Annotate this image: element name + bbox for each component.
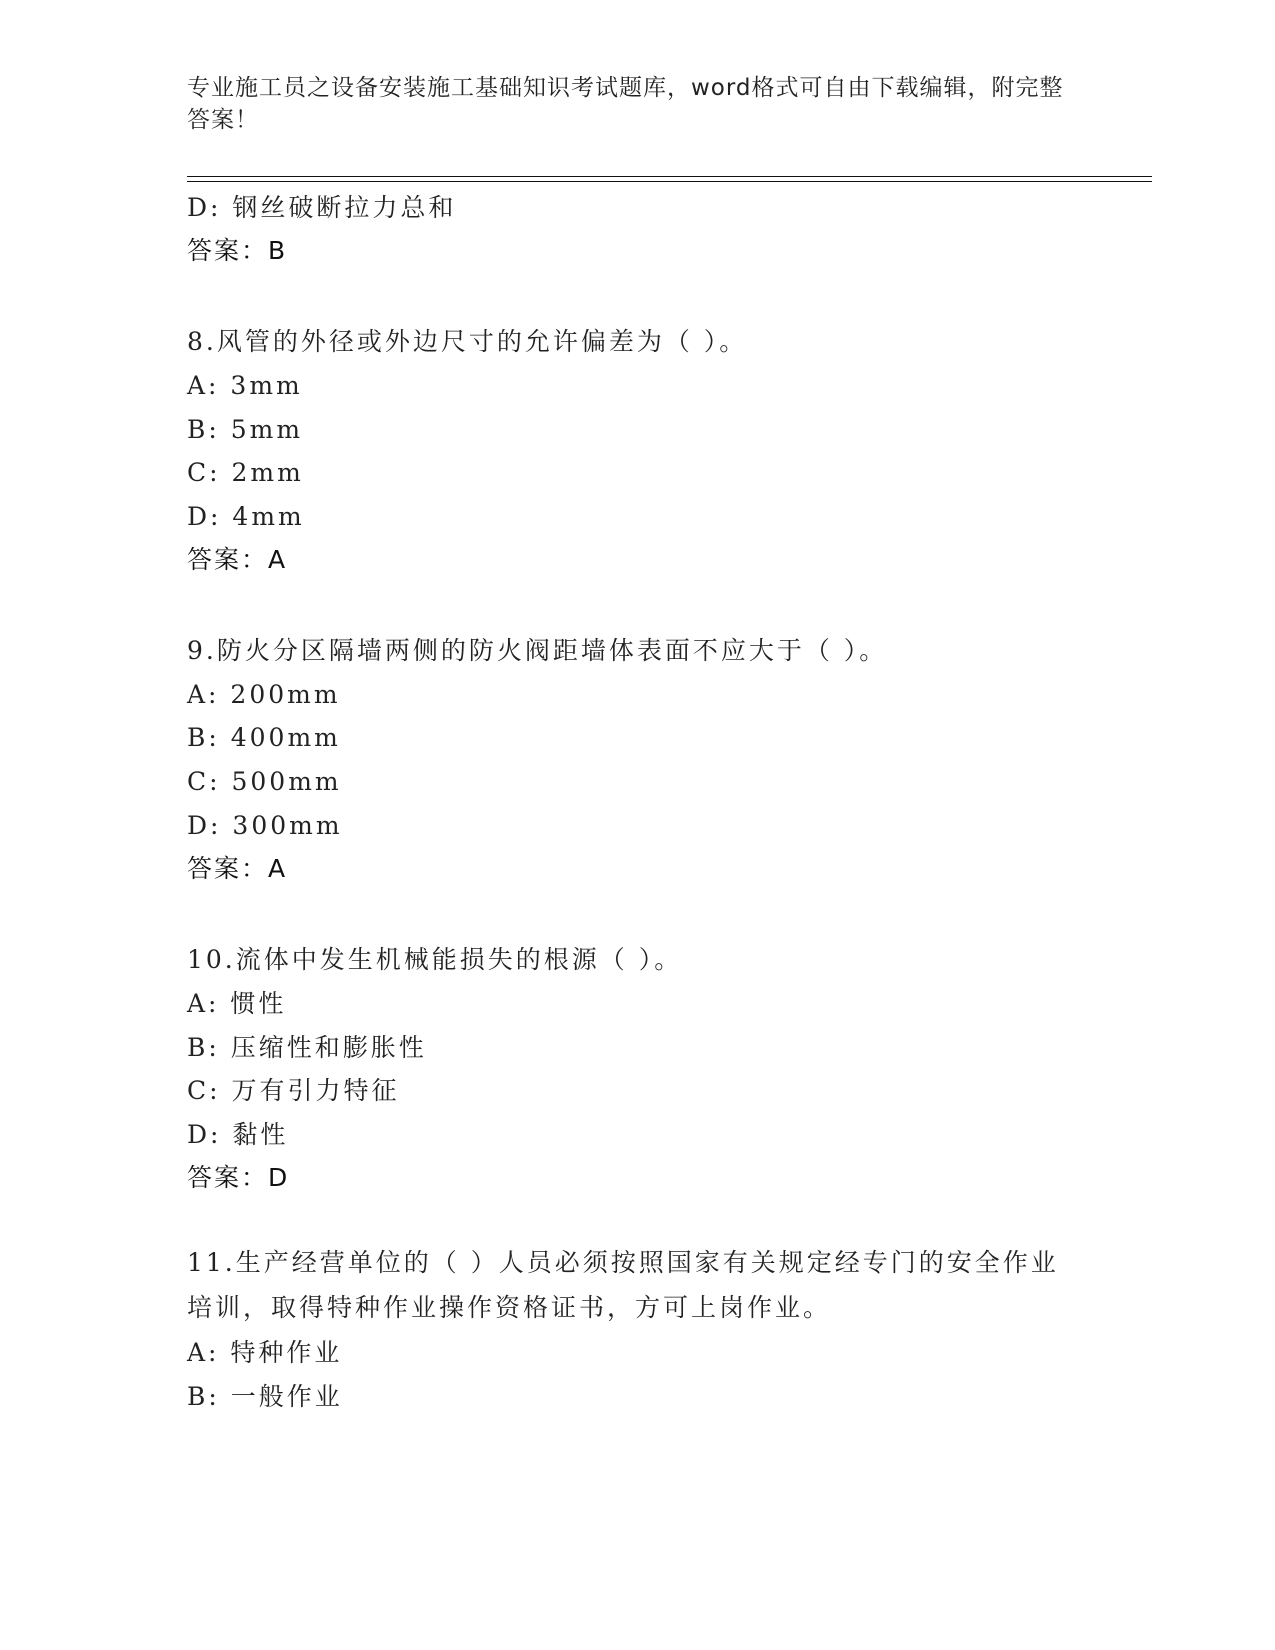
q10-answer: 答案：D bbox=[187, 1163, 290, 1192]
header-divider-bottom bbox=[187, 181, 1152, 182]
q9-option-a: A: 200mm bbox=[187, 680, 341, 709]
q11-option-b: B: 一般作业 bbox=[187, 1382, 343, 1411]
q8-option-a: A: 3mm bbox=[187, 371, 303, 400]
header-divider-top bbox=[187, 176, 1152, 177]
document-header: 专业施工员之设备安装施工基础知识考试题库，word格式可自由下载编辑，附完整答案！ bbox=[187, 75, 1064, 133]
q8-answer: 答案：A bbox=[187, 545, 288, 574]
q10-option-c: C: 万有引力特征 bbox=[187, 1076, 400, 1105]
q9-option-c: C: 500mm bbox=[187, 767, 342, 796]
q10-question: 10.流体中发生机械能损失的根源（ ）。 bbox=[187, 945, 683, 974]
q7-answer: 答案：B bbox=[187, 236, 288, 265]
q10-option-d: D: 黏性 bbox=[187, 1120, 289, 1149]
q7-option-d: D: 钢丝破断拉力总和 bbox=[187, 193, 457, 222]
q9-answer: 答案：A bbox=[187, 854, 288, 883]
q8-question: 8.风管的外径或外边尺寸的允许偏差为（ ）。 bbox=[187, 327, 748, 356]
q11-question: 11.生产经营单位的（ ）人员必须按照国家有关规定经专门的安全作业培训，取得特种作业操作资格证书，方可上岗作业。 bbox=[187, 1248, 1059, 1322]
q9-option-b: B: 400mm bbox=[187, 723, 341, 752]
q9-question: 9.防火分区隔墙两侧的防火阀距墙体表面不应大于（ ）。 bbox=[187, 636, 888, 665]
q8-option-b: B: 5mm bbox=[187, 415, 304, 444]
q8-option-c: C: 2mm bbox=[187, 458, 304, 487]
q10-option-b: B: 压缩性和膨胀性 bbox=[187, 1033, 427, 1062]
q9-option-d: D: 300mm bbox=[187, 811, 343, 840]
q8-option-d: D: 4mm bbox=[187, 502, 305, 531]
q11-option-a: A: 特种作业 bbox=[187, 1338, 343, 1367]
q10-option-a: A: 惯性 bbox=[187, 989, 287, 1018]
